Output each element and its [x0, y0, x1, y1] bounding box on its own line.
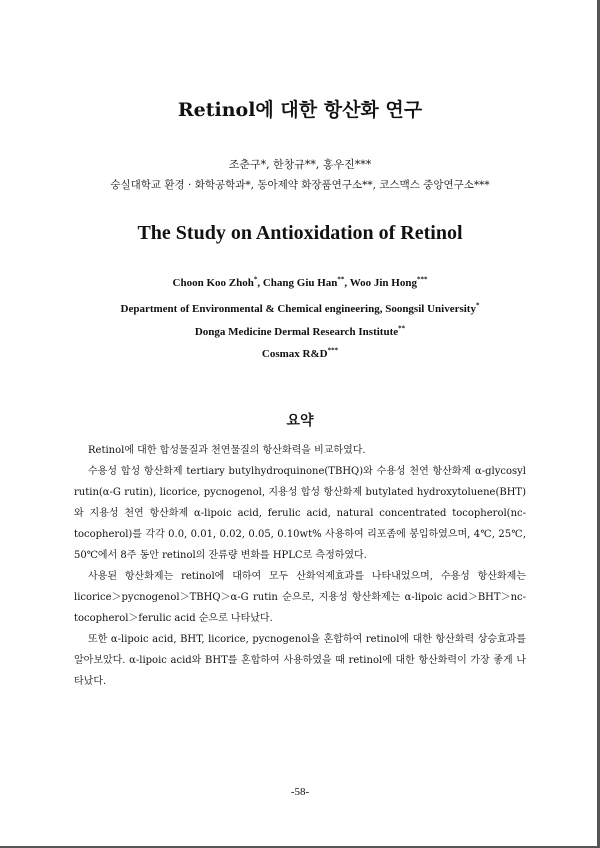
english-affiliation-1	[0, 303, 600, 315]
page-number: -58-	[290, 786, 310, 798]
korean-affiliations: 숭실대학교 환경 · 화학공학과*, 동아제약 화장품연구소**, 코스맥스 중앙연구소***	[110, 179, 490, 191]
author-name: Choon Koo Zhoh	[172, 277, 254, 289]
english-affiliation-2	[0, 326, 600, 338]
author-mark: ***	[416, 275, 428, 284]
korean-authors: 조춘구*, 한창규**, 홍우진***	[228, 158, 372, 171]
affiliation-mark: ***	[327, 346, 339, 355]
abstract-heading: 요약	[286, 413, 314, 429]
affiliation-text: Donga Medicine Dermal Research Institute	[194, 326, 399, 338]
english-authors: Choon Koo Zhoh*, Chang Giu Han**, Woo Jin Hong***	[172, 275, 428, 289]
abstract-paragraph: Retinol에 대한 합성물질과 천연물질의 항산화력을 비교하였다.	[88, 445, 366, 456]
affiliation-mark: *	[475, 301, 480, 310]
english-affiliation-3	[0, 348, 600, 360]
english-title: The Study on Antioxidation of Retinol	[137, 222, 463, 244]
abstract-paragraph: 또한 α-lipoic acid, BHT, licorice, pycnogenol을 혼합하여 retinol에 대한 항산화력 상승효과를 알아보았다. α-lipoic acid와 BHT를 혼합하여 사용하였을 때 retinol에 대한 항산화력이 가장 좋게 나타났다.	[74, 634, 526, 687]
author-name: Woo Jin Hong	[349, 277, 417, 289]
affiliation-text: Department of Environmental & Chemical engineering, Soongsil University	[120, 303, 476, 315]
abstract-body	[74, 440, 526, 692]
korean-title: Retinol에 대한 항산화 연구	[177, 99, 423, 121]
author-name: Chang Giu Han	[262, 277, 338, 289]
author-mark: *	[253, 275, 258, 284]
author-mark: **	[337, 275, 345, 284]
affiliation-text: Cosmax R&D	[261, 348, 328, 360]
affiliation-mark: **	[398, 324, 406, 333]
abstract-paragraph: 수용성 합성 항산화제 tertiary butylhydroquinone(TBHQ)와 수용성 천연 항산화제 α-glycosyl rutin(α-G rutin), licorice, pycnogenol, 지용성 합성 항산화제 butylated hydroxytoluene(BHT)와 지용성 천연 항산화제 α-lipoic acid, ferulic acid, natural concentrated tocopherol(nc-tocopherol)를 각각 0.0, 0.01, 0.02, 0.05, 0.10wt% 사용하여 리포좀에 봉입하였으며, 4℃, 25℃, 50℃에서 8주 동안 retinol의 잔류량 변화를 HPLC로 측정하였다.	[74, 466, 526, 561]
abstract-paragraph: 사용된 항산화제는 retinol에 대하여 모두 산화억제효과를 나타내었으며, 수용성 항산화제는 licorice＞pycnogenol＞TBHQ＞α-G rutin 순으로, 지용성 항산화제는 α-lipoic acid＞BHT＞nc-tocopherol＞ferulic acid 순으로 나타났다.	[74, 571, 526, 624]
